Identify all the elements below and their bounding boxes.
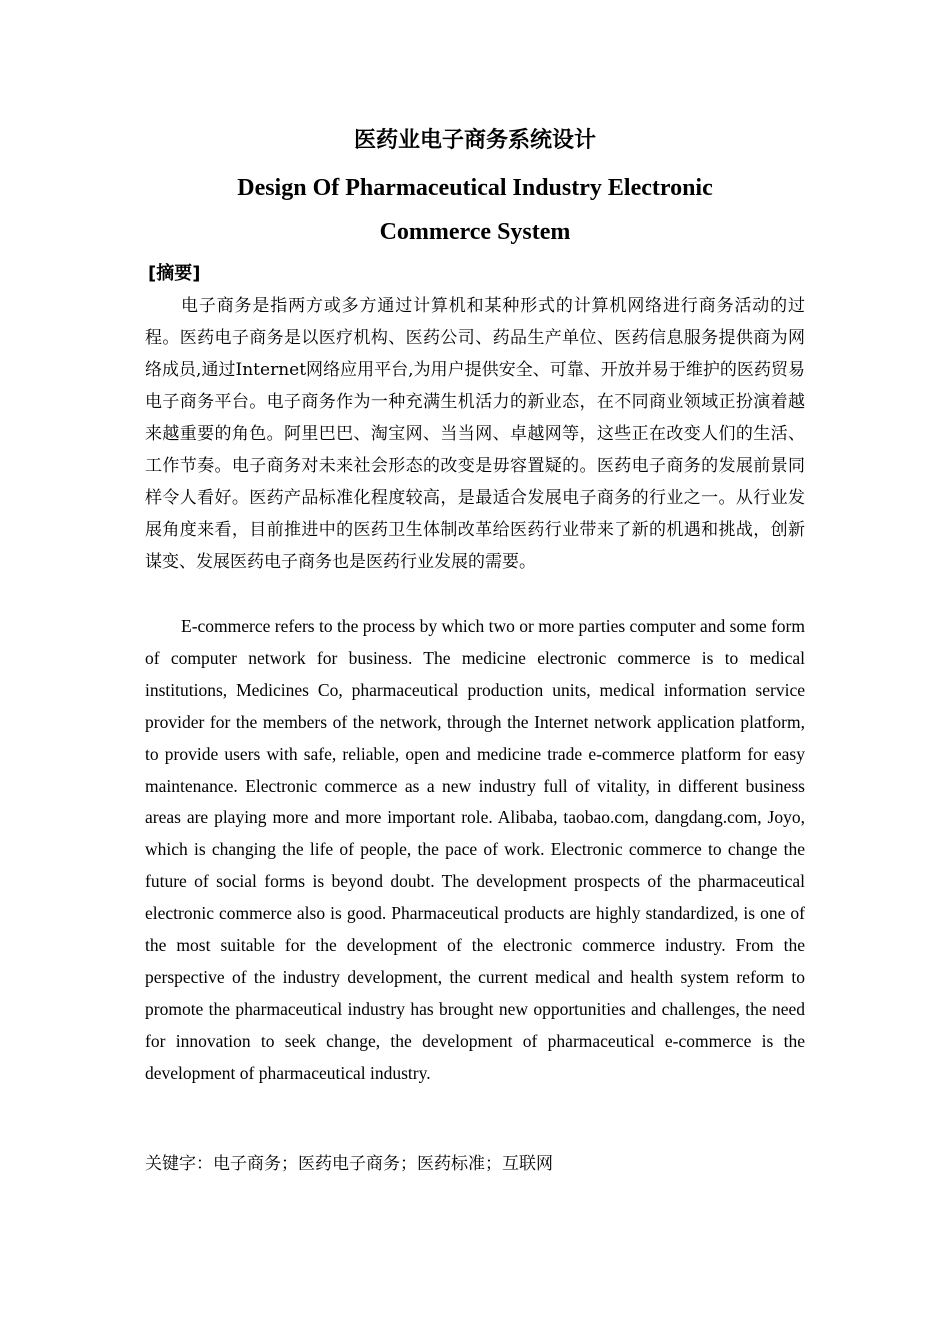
abstract-chinese-paragraph: 电子商务是指两方或多方通过计算机和某种形式的计算机网络进行商务活动的过程。医药电子商务是以医疗机构、医药公司、药品生产单位、医药信息服务提供商为网络成员,通过Internet网络应用平台,为用户提供安全、可靠、开放并易于维护的医药贸易电子商务平台。电子商务作为一种充满生机活力的新业态，在不同商业领域正扮演着越来越重要的角色。阿里巴巴、淘宝网、当当网、卓越网等，这些正在改变人们的生活、工作节奏。电子商务对未来社会形态的改变是毋容置疑的。医药电子商务的发展前景同样令人看好。医药产品标准化程度较高，是最适合发展电子商务的行业之一。从行业发展角度来看，目前推进中的医药卫生体制改革给医药行业带来了新的机遇和挑战，创新谋变、发展医药电子商务也是医药行业发展的需要。: [145, 296, 805, 572]
abstract-heading: [摘要]: [148, 263, 201, 284]
english-title-line-2: Commerce System: [379, 219, 571, 245]
english-title: [145, 166, 805, 254]
english-title-line-1: Design Of Pharmaceutical Industry Electronic: [237, 175, 713, 201]
keywords-line: 关键字：电子商务；医药电子商务；医药标准；互联网: [145, 1154, 553, 1174]
abstract-english-paragraph: E-commerce refers to the process by which two or more parties computer and some form of computer network for business. The medicine electronic commerce is to medical institutions, Medicines Co, pharmaceutical production units, medical information service provider for the members of the network, through the Internet network application platform, to provide users with safe, reliable, open and medicine trade e-commerce platform for easy maintenance. Electronic commerce as a new industry full of vitality, in different business areas are playing more and more important role. Alibaba, taobao.com, dangdang.com, Joyo, which is changing the life of people, the pace of work. Electronic commerce to change the future of social forms is beyond doubt. The development prospects of the pharmaceutical electronic commerce also is good. Pharmaceutical products are highly standardized, is one of the most suitable for the development of the electronic commerce industry. From the perspective of the industry development, the current medical and health system reform to promote the pharmaceutical industry has brought new opportunities and challenges, the need for innovation to seek change, the development of pharmaceutical e-commerce is the development of pharmaceutical industry.: [145, 616, 805, 1083]
chinese-title: 医药业电子商务系统设计: [353, 128, 596, 153]
